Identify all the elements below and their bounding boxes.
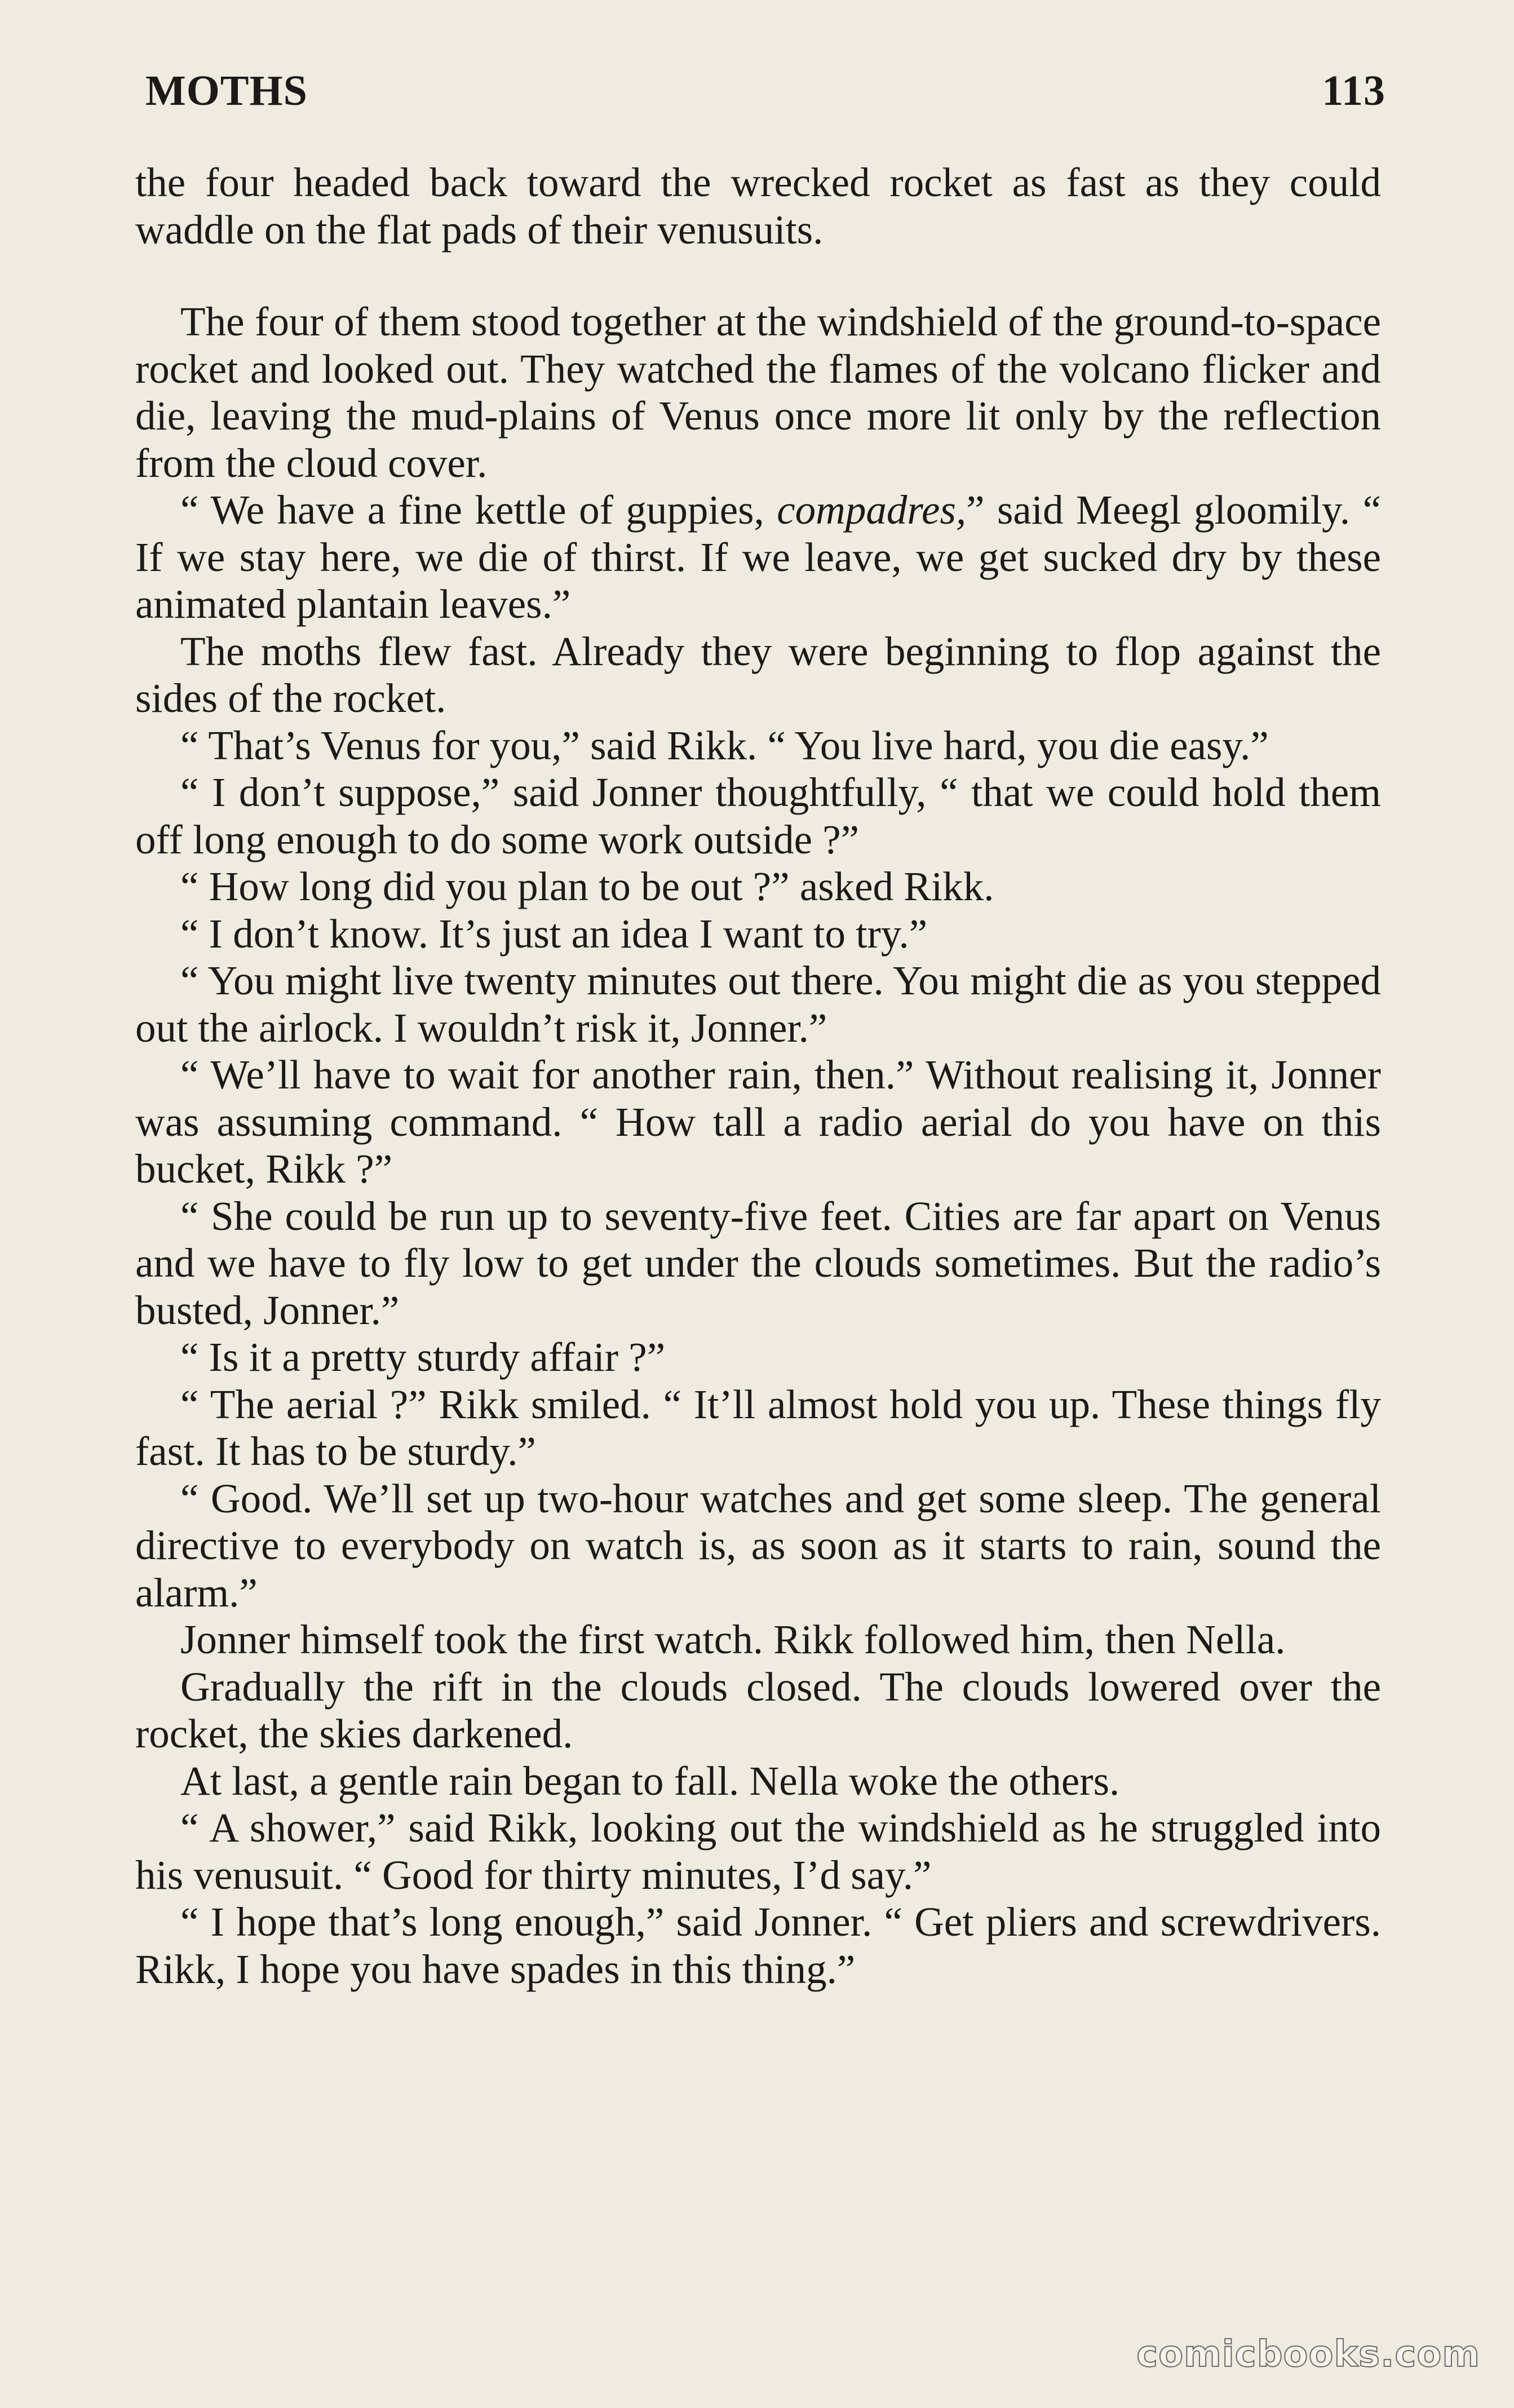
paragraph: The moths flew fast. Already they were beginning to flop against the sides of the rocket.	[135, 628, 1381, 721]
body-text	[135, 159, 1381, 1993]
italic-word: compadres,	[777, 487, 967, 533]
paragraph: Jonner himself took the first watch. Rikk followed him, then Nella.	[180, 1617, 1286, 1662]
paragraph	[135, 486, 1381, 628]
paragraph: “ We’ll have to wait for another rain, then.” Without realising it, Jonner was assuming command. “ How tall a radio aerial do you have on this bucket, Rikk ?”	[135, 1052, 1381, 1192]
paragraph: “ I don’t suppose,” said Jonner thoughtfully, “ that we could hold them off long enough to do some work outside ?”	[135, 769, 1381, 862]
paragraph: “ That’s Venus for you,” said Rikk. “ You live hard, you die easy.”	[180, 722, 1269, 768]
page-number: 113	[1322, 67, 1385, 114]
chapter-title: MOTHS	[145, 67, 308, 114]
paragraph: At last, a gentle rain began to fall. Nella woke the others.	[180, 1758, 1120, 1804]
paragraph: “ A shower,” said Rikk, looking out the windshield as he struggled into his venusuit. “ Good for thirty minutes, I’d say.”	[135, 1805, 1381, 1898]
paragraph: “ You might live twenty minutes out there. You might die as you stepped out the airlock. I wouldn’t risk it, Jonner.”	[135, 958, 1381, 1051]
paragraph: “ Is it a pretty sturdy affair ?”	[180, 1334, 666, 1380]
paragraph-part: ” said Meegl gloomily. “ If we stay here, we die of thirst. If we leave, we get sucked dry by these animated plantain leaves.”	[135, 487, 1381, 627]
paragraph: “ I don’t know. It’s just an idea I want to try.”	[180, 910, 928, 957]
paragraph: “ How long did you plan to be out ?” asked Rikk.	[180, 864, 994, 909]
paragraph: “ Good. We’ll set up two-hour watches and get some sleep. The general directive to everybody on watch is, as soon as it starts to rain, sound the alarm.”	[135, 1475, 1381, 1615]
paragraph-part: “ We have a fine kettle of guppies,	[180, 487, 777, 533]
paragraph: Gradually the rift in the clouds closed. The clouds lowered over the rocket, the skies darkened.	[135, 1663, 1381, 1756]
paragraph: The four of them stood together at the windshield of the ground-to-space rocket and looked out. They watched the flames of the volcano flicker and die, leaving the mud-plains of Venus once more lit only by the reflection from the cloud cover.	[135, 299, 1381, 486]
paragraph: the four headed back toward the wrecked rocket as fast as they could waddle on the flat pads of their venusuits.	[135, 160, 1381, 253]
paragraph: “ The aerial ?” Rikk smiled. “ It’ll almost hold you up. These things fly fast. It has to be sturdy.”	[135, 1381, 1381, 1474]
running-head	[145, 67, 1385, 117]
paragraph: “ I hope that’s long enough,” said Jonner. “ Get pliers and screwdrivers. Rikk, I hope you have spades in this thing.”	[135, 1899, 1381, 1992]
watermark: comicbooks.com	[1136, 2334, 1480, 2375]
paragraph: “ She could be run up to seventy-five feet. Cities are far apart on Venus and we have to fly low to get under the clouds sometimes. But the radio’s busted, Jonner.”	[135, 1193, 1381, 1333]
